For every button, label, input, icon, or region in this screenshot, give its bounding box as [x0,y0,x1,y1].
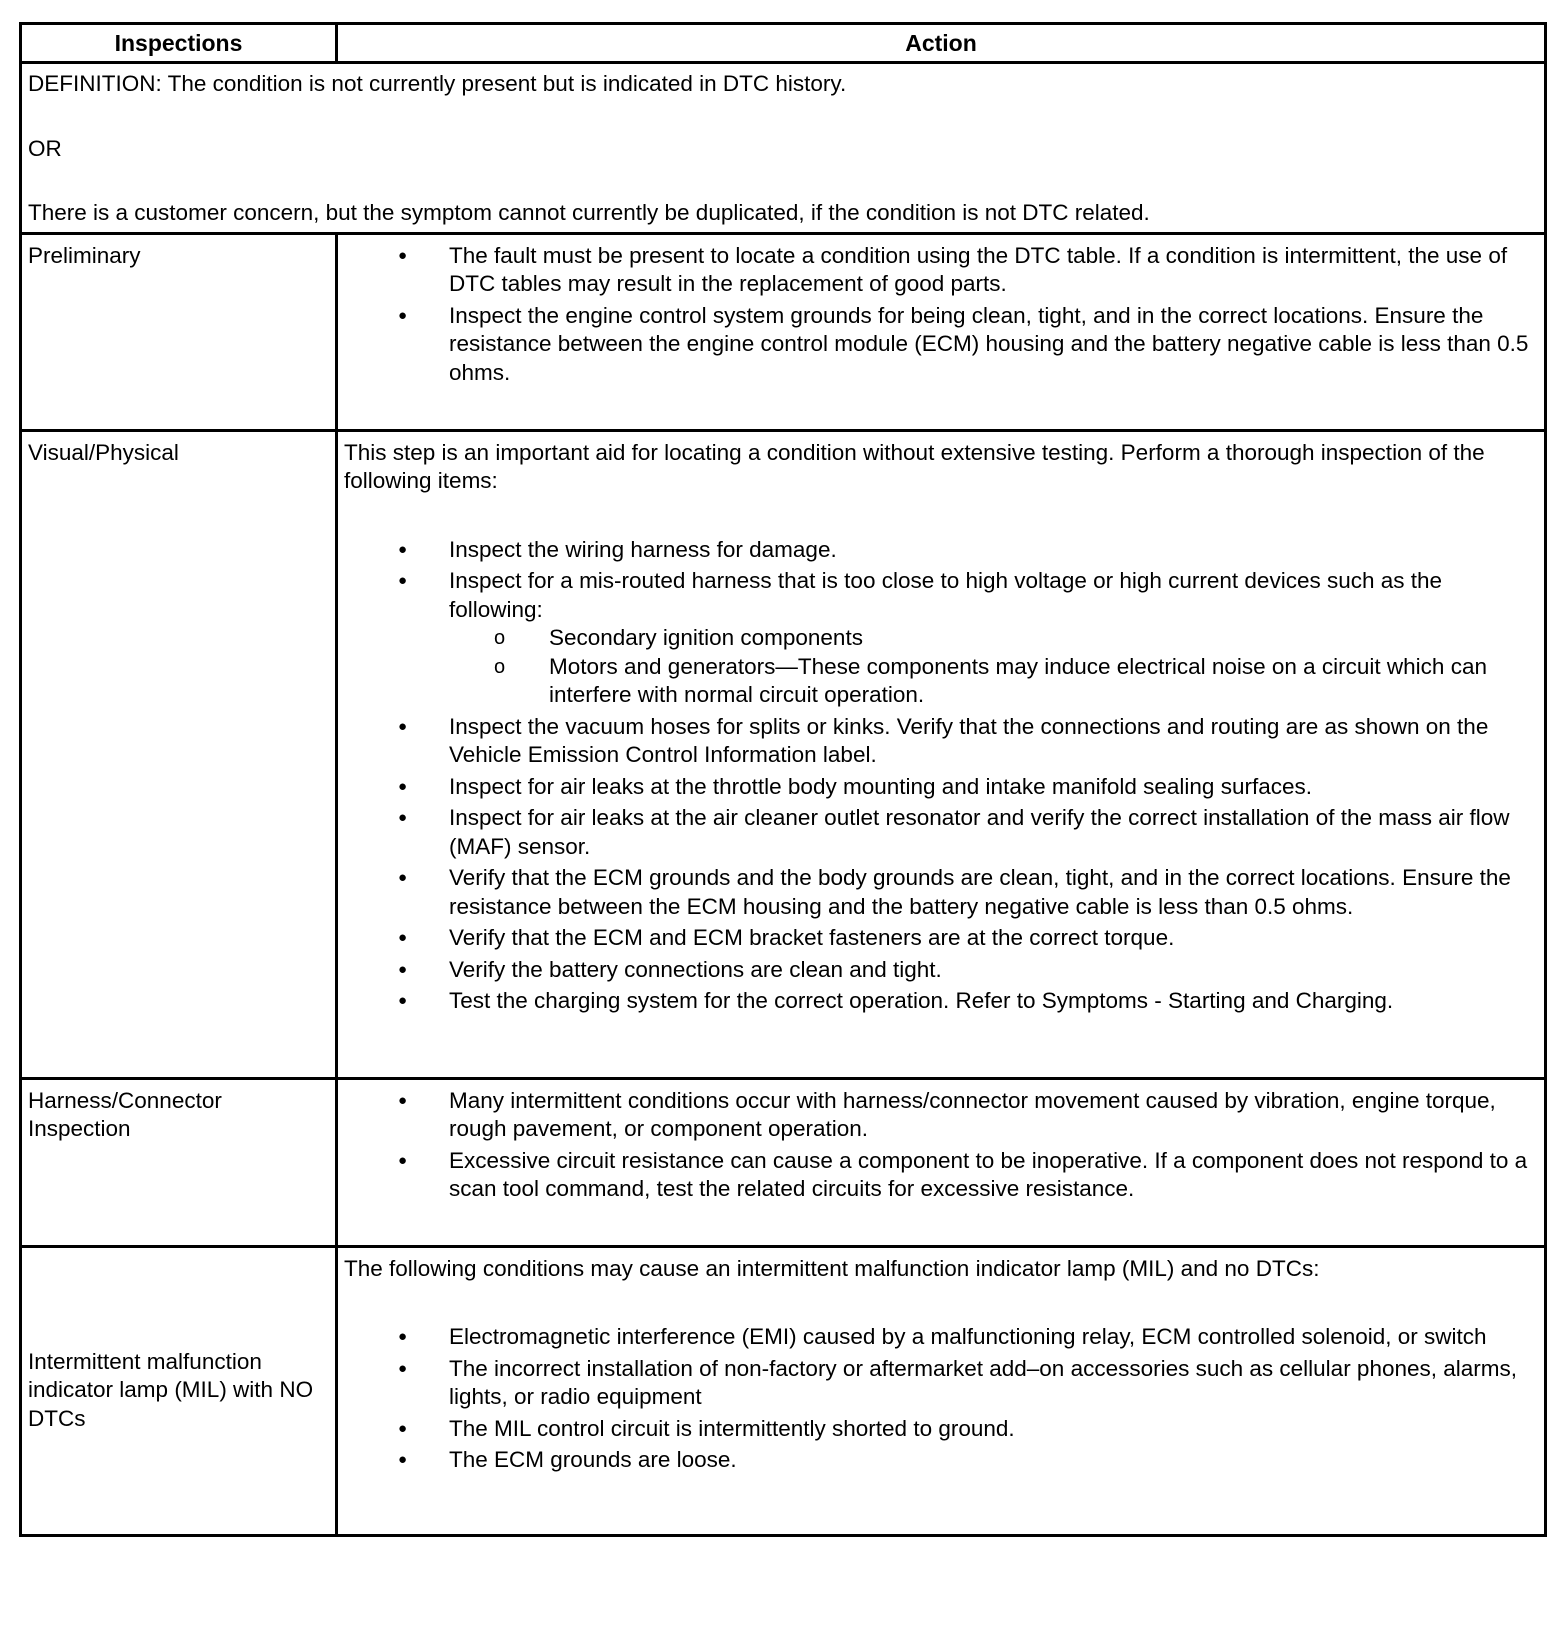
list-item: ● Inspect the engine control system grounds for being clean, tight, and in the correct locations. Ensure the resistance between the engine control module (ECM) housing and the battery negative cable is less than 0.5 ohms. [449,302,1536,388]
sub-list-item: o Motors and generators—These components may induce electrical noise on a circuit which can interfere with normal circuit operation. [549,653,1536,710]
inspection-label: Preliminary [21,233,337,430]
intro-text: The following conditions may cause an intermittent malfunction indicator lamp (MIL) and no DTCs: [344,1255,1320,1281]
list-item: ● Many intermittent conditions occur with harness/connector movement caused by vibration, engine torque, rough pavement, or component operation. [449,1087,1536,1144]
bullet-list [344,1087,1536,1204]
list-item: ● Inspect for air leaks at the air cleaner outlet resonator and verify the correct installation of the mass air flow (MAF) sensor. [449,804,1536,861]
table-row [21,1078,1546,1246]
definition-cell [21,63,1546,234]
list-item [449,567,1536,710]
list-item: ● The MIL control circuit is intermittently shorted to ground. [449,1415,1536,1444]
list-item: ● Verify the battery connections are clean and tight. [449,956,1536,985]
list-item: ● The fault must be present to locate a condition using the DTC table. If a condition is intermittent, the use of DTC tables may result in the replacement of good parts. [449,242,1536,299]
bullet-list [344,1323,1536,1475]
list-item: ● Excessive circuit resistance can cause a component to be inoperative. If a component does not respond to a scan tool command, test the related circuits for excessive resistance. [449,1147,1536,1204]
action-cell [337,430,1546,1078]
list-item-text: Inspect for a mis-routed harness that is too close to high voltage or high current devices such as the following: [449,568,1443,622]
list-item: ● Verify that the ECM and ECM bracket fasteners are at the correct torque. [449,924,1536,953]
inspection-label: Visual/Physical [21,430,337,1078]
list-item: ● Electromagnetic interference (EMI) caused by a malfunctioning relay, ECM controlled solenoid, or switch [449,1323,1536,1352]
list-item: ● Inspect the vacuum hoses for splits or kinks. Verify that the connections and routing are as shown on the Vehicle Emission Control Information label. [449,713,1536,770]
sub-list-item: o Secondary ignition components [549,624,1536,653]
inspections-table [19,22,1547,1537]
bullet-list [344,242,1536,388]
intro-text: This step is an important aid for locating a condition without extensive testing. Perform a thorough inspection of the following items: [344,439,1485,493]
inspection-label: Harness/Connector Inspection [21,1078,337,1246]
inspection-label: Intermittent malfunction indicator lamp (MIL) with NO DTCs [21,1246,337,1535]
list-item: ● The incorrect installation of non-factory or aftermarket add–on accessories such as cellular phones, alarms, lights, or radio equipment [449,1355,1536,1412]
header-action: Action [337,24,1546,63]
table-row [21,233,1546,430]
list-item: ● Test the charging system for the correct operation. Refer to Symptoms - Starting and Charging. [449,987,1536,1016]
definition-text: DEFINITION: The condition is not currently present but is indicated in DTC history. [28,71,847,96]
bullet-list [344,536,1536,1016]
list-item: ● Verify that the ECM grounds and the body grounds are clean, tight, and in the correct locations. Ensure the resistance between the ECM housing and the battery negative cable is less than 0.5 ohms. [449,864,1536,921]
table-row [21,430,1546,1078]
table-row [21,1246,1546,1535]
definition-row [21,63,1546,234]
sub-bullet-list [449,624,1536,710]
definition-or: OR [28,135,62,161]
definition-alternate: There is a customer concern, but the symptom cannot currently be duplicated, if the condition is not DTC related. [28,200,1150,225]
list-item: ● The ECM grounds are loose. [449,1446,1536,1475]
list-item: ● Inspect for air leaks at the throttle body mounting and intake manifold sealing surfaces. [449,773,1536,802]
action-cell [337,233,1546,430]
action-cell [337,1078,1546,1246]
spacer [344,496,1536,536]
header-row [21,24,1546,63]
list-item: ● Inspect the wiring harness for damage. [449,536,1536,565]
action-cell [337,1246,1546,1535]
header-inspections: Inspections [21,24,337,63]
spacer [344,1283,1536,1323]
